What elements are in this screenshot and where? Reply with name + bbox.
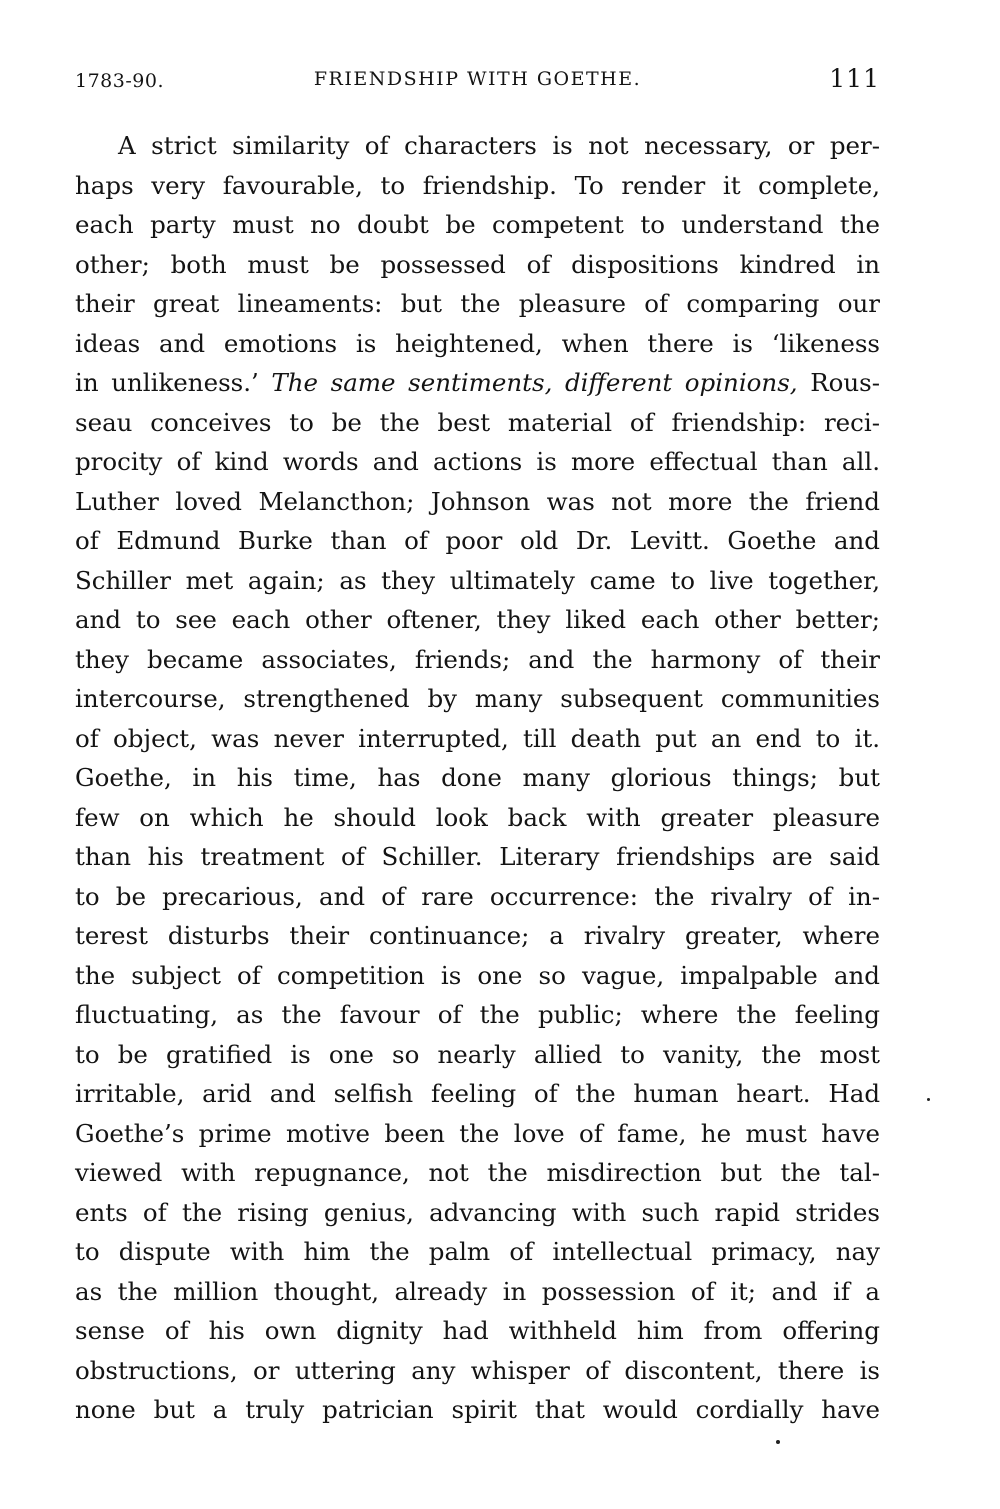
text-line: their great lineaments: but the pleasure of comparing our <box>75 289 880 318</box>
text-line: to be precarious, and of rare occurrence: the rivalry of in- <box>75 881 880 911</box>
italic-phrase: The same sentiments, different opinions, <box>271 368 798 397</box>
print-speck <box>776 1440 780 1444</box>
text-line: ideas and emotions is heightened, when there is ‘likeness <box>75 328 880 358</box>
text-line: each party must no doubt be competent to understand the <box>75 210 880 239</box>
text-line: than his treatment of Schiller. Literary friendships are said <box>75 842 880 871</box>
body-text <box>75 126 880 1430</box>
text-line: Schiller met again; as they ultimately came to live together, <box>75 565 880 595</box>
text-line <box>75 363 880 403</box>
text-line: viewed with repugnance, not the misdirection but the tal- <box>75 1158 880 1187</box>
page-header <box>75 60 880 100</box>
text-line: and to see each other oftener, they liked each other better; <box>75 605 880 634</box>
text-line: they became associates, friends; and the harmony of their <box>75 644 880 674</box>
text-line: obstructions, or uttering any whisper of discontent, there is <box>75 1355 880 1385</box>
text-line: intercourse, strengthened by many subsequent communities <box>75 684 880 713</box>
text-line: Goethe’s prime motive been the love of fame, he must have <box>75 1118 880 1148</box>
text-line: to dispute with him the palm of intellectual primacy, nay <box>75 1237 880 1266</box>
text-line: the subject of competition is one so vague, impalpable and <box>75 960 880 990</box>
text-segment: in unlikeness.’ <box>75 368 259 397</box>
text-line: haps very favourable, to friendship. To render it complete, <box>75 170 880 200</box>
text-line: ents of the rising genius, advancing with such rapid strides <box>75 1197 880 1227</box>
text-line: irritable, arid and selfish feeling of the human heart. Had <box>75 1079 880 1108</box>
text-segment: Rous- <box>810 368 881 397</box>
text-line: Luther loved Melancthon; Johnson was not more the friend <box>75 486 880 516</box>
print-speck <box>927 1098 930 1101</box>
text-line: as the million thought, already in possession of it; and if a <box>75 1276 880 1306</box>
text-line: of object, was never interrupted, till death put an end to it. <box>75 723 880 753</box>
text-line: A strict similarity of characters is not necessary, or per- <box>118 131 880 160</box>
text-line: terest disturbs their continuance; a rivalry greater, where <box>75 921 880 950</box>
text-line: of Edmund Burke than of poor old Dr. Levitt. Goethe and <box>75 526 880 555</box>
text-line: few on which he should look back with greater pleasure <box>75 802 880 832</box>
running-title: FRIENDSHIP WITH GOETHE. <box>313 68 642 90</box>
text-line: sense of his own dignity had withheld him from offering <box>75 1316 880 1345</box>
text-line: procity of kind words and actions is more effectual than all. <box>75 447 880 476</box>
text-line: other; both must be possessed of dispositions kindred in <box>75 249 880 279</box>
text-line: fluctuating, as the favour of the public; where the feeling <box>75 1000 880 1029</box>
text-line: none but a truly patrician spirit that would cordially have <box>75 1395 880 1424</box>
text-line: to be gratified is one so nearly allied to vanity, the most <box>75 1039 880 1069</box>
page-number: 111 <box>829 64 880 93</box>
date-range: 1783-90. <box>75 70 164 92</box>
text-line: seau conceives to be the best material of friendship: reci- <box>75 407 880 437</box>
text-line: Goethe, in his time, has done many glorious things; but <box>75 763 880 792</box>
